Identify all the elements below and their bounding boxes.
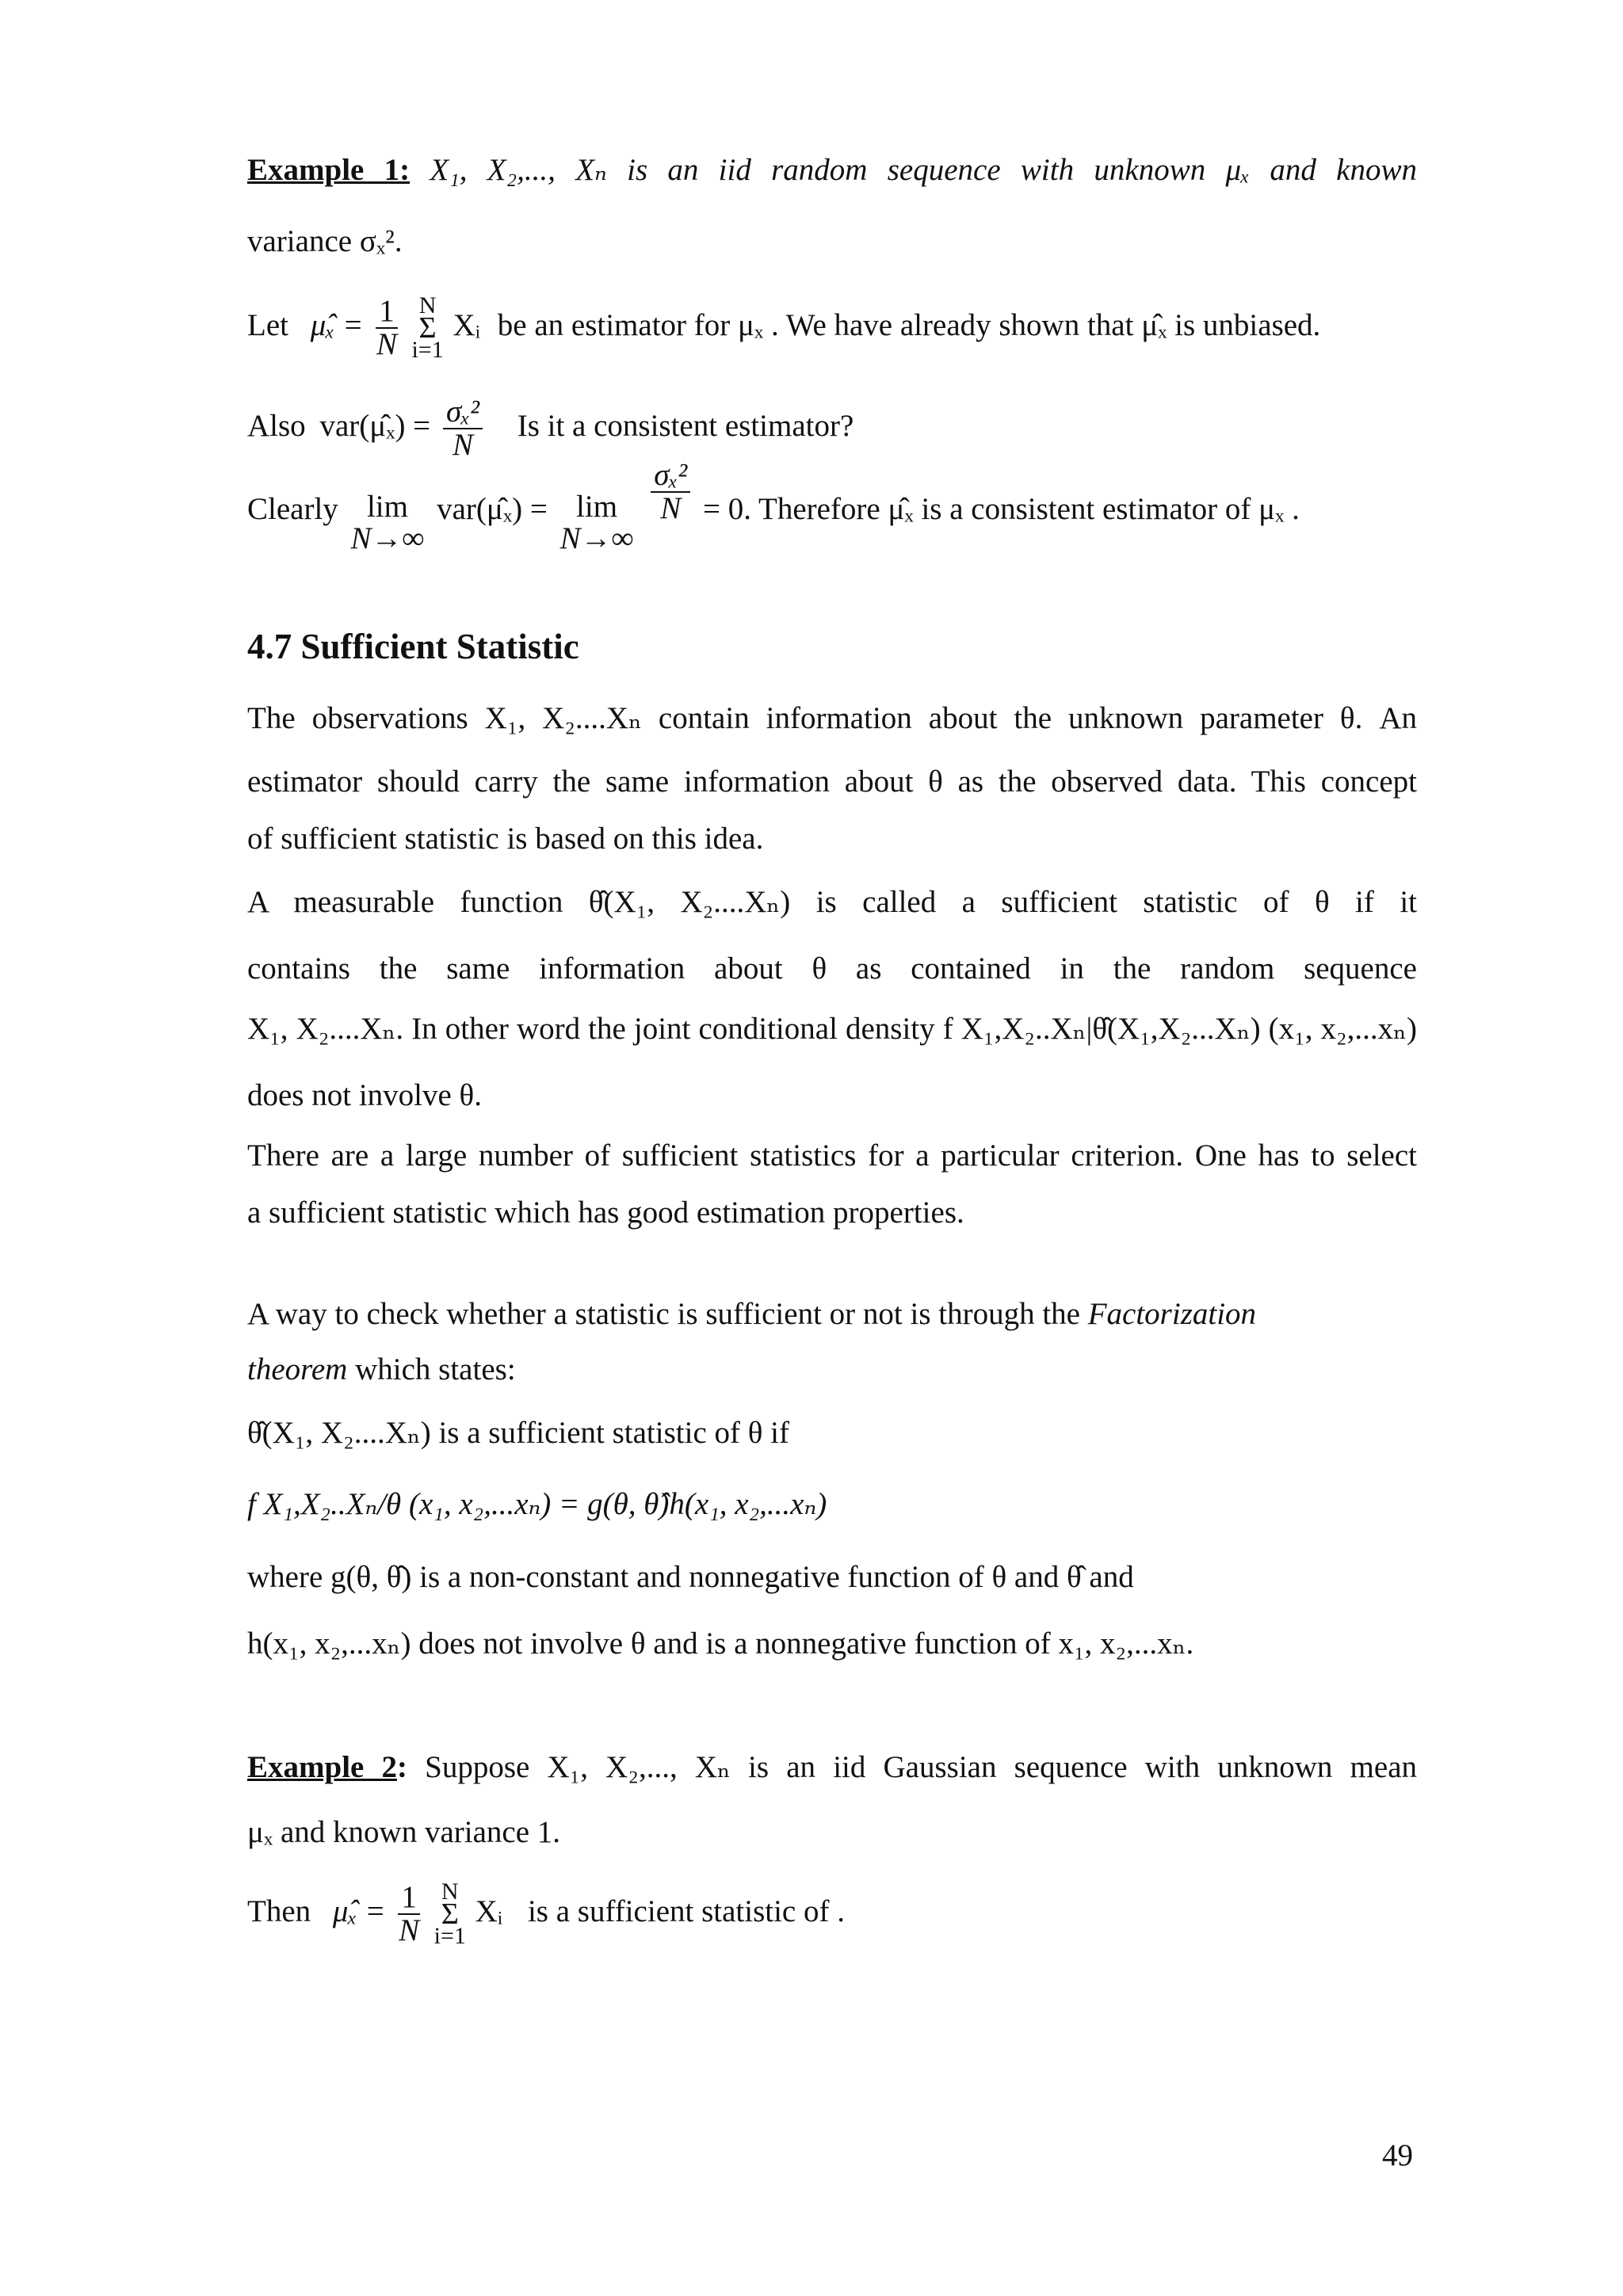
paragraph1-line2: estimator should carry the same information about θ as the observed data. This concept [247, 765, 1417, 799]
example2-estimator [247, 1878, 845, 1949]
example2-sum-term: Xᵢ [475, 1894, 503, 1928]
page-number: 49 [1382, 2138, 1413, 2172]
paragraph2-line3: X₁, X₂....Xₙ. In other word the joint conditional density f X₁,X₂..Xₙ|θ̂(X₁,X₂...Xₙ) (x₁, x₂,...xₙ) [247, 1012, 1417, 1046]
clearly-word: Clearly [247, 492, 338, 526]
paragraph3-line1: There are a large number of sufficient statistics for a particular criterion. One has to select [247, 1138, 1417, 1173]
estimator-lhs: μ̂ₓ = [310, 307, 364, 342]
estimator-definition [247, 292, 1321, 363]
estimator-text: be an estimator for μₓ . We have already shown that μ̂ₓ is unbiased. [497, 307, 1321, 342]
limit-fraction: $\frac{\text{σₓ²}}{N}$ [651, 460, 690, 524]
paragraph2-line4: does not involve θ. [247, 1078, 482, 1112]
paragraph1-line1: The observations X₁, X₂....Xₙ contain information about the unknown parameter θ. An [247, 701, 1417, 735]
example2-line1 [247, 1749, 1417, 1786]
example2-fraction: $\frac{1}{N}$ [399, 1880, 420, 1947]
factorization-equation: f X₁,X₂..Xₙ/θ (x₁, x₂,...xₙ) = g(θ, θ̂)h(x₁, x₂,...xₙ) [247, 1487, 827, 1521]
factorization-term: Factorization [1087, 1297, 1257, 1331]
paragraph4-where: where g(θ, θ̂) is a non-constant and nonnegative function of θ and θ̂ and [247, 1560, 1134, 1594]
consistency-question: Is it a consistent estimator? [517, 408, 854, 443]
consistency-conclusion: = 0. Therefore μ̂ₓ is a consistent estimator of μₓ . [702, 492, 1300, 526]
limit-var: var(μ̂ₓ) = [437, 492, 548, 526]
theorem-statement: θ̂(X₁, X₂....Xₙ) is a sufficient statistic of θ if [247, 1416, 790, 1450]
section-heading: 4.7 Sufficient Statistic [247, 627, 579, 666]
example1-statement: X₁, X₂,..., Xₙ is an iid random sequence with unknown μₓ and known [430, 153, 1418, 187]
example2-statement: Suppose X₁, X₂,..., Xₙ is an iid Gaussian sequence with unknown mean [425, 1750, 1418, 1784]
example2-summation: N Σ i=1 [433, 1878, 466, 1949]
example2-estimator-lhs: μ̂ₓ = [332, 1894, 386, 1928]
example1-line1 [247, 152, 1417, 189]
paragraph3-line2: a sufficient statistic which has good estimation properties. [247, 1196, 964, 1230]
limit-line [247, 458, 1300, 555]
variance-fraction: $\frac{\text{σₓ²}}{N}$ [443, 396, 483, 461]
example2-label-wrap: Example 2: [247, 1750, 407, 1784]
summation: N Σ i=1 [411, 292, 444, 363]
also-word: Also [247, 408, 306, 443]
example2-conclusion: is a sufficient statistic of . [527, 1894, 845, 1928]
example1-line2: variance σₓ². [247, 224, 403, 258]
limit-1: lim N→∞ [350, 490, 425, 555]
variance-line [247, 396, 854, 461]
example2-label: Example 2 [247, 1750, 397, 1784]
paragraph4-line2: theorem which states: [247, 1352, 516, 1386]
paragraph4-line1: A way to check whether a statistic is sufficient or not is through the Factorization [247, 1297, 1257, 1331]
paragraph2-line2: contains the same information about θ as contained in the random sequence [247, 952, 1417, 986]
example2-line2: μₓ and known variance 1. [247, 1815, 561, 1849]
fraction-one-over-n: $\frac{1}{N}$ [376, 294, 397, 361]
variance-lhs: var(μ̂ₓ) = [319, 408, 431, 443]
paragraph1-line3: of sufficient statistic is based on this idea. [247, 822, 764, 856]
then-word: Then [247, 1894, 311, 1928]
theorem-term: theorem [247, 1352, 348, 1386]
sum-term: Xᵢ [453, 307, 481, 342]
let-word: Let [247, 307, 288, 342]
paragraph2-line1: A measurable function θ̂(X₁, X₂....Xₙ) is called a sufficient statistic of θ if it [247, 885, 1417, 919]
example1-label: Example 1: [247, 153, 411, 187]
limit-2: lim N→∞ [559, 490, 634, 555]
paragraph4-h-line: h(x₁, x₂,...xₙ) does not involve θ and is a nonnegative function of x₁, x₂,...xₙ. [247, 1627, 1194, 1661]
